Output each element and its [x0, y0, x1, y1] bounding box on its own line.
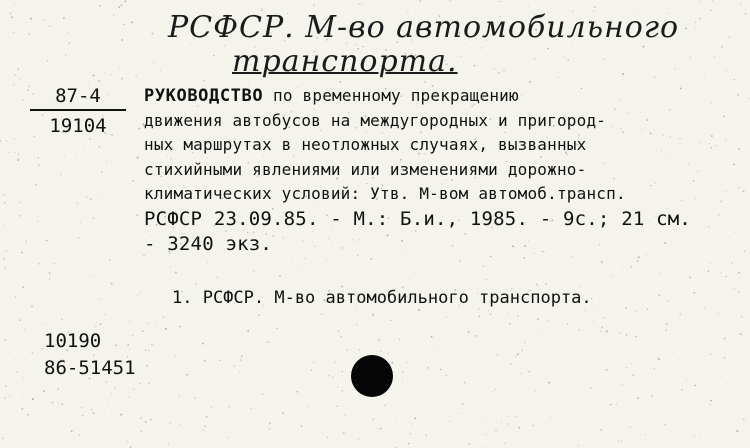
call-number [30, 84, 126, 138]
entry-line-1 [144, 84, 734, 109]
identifier-2: 86-51451 [44, 357, 136, 379]
call-number-bottom: 19104 [49, 115, 107, 137]
entry-line-3: ных маршрутах в неотложных случаях, вызванных [144, 135, 587, 155]
entry-line-5: климатических условий: Утв. М-вом автомоб.трансп. [144, 184, 626, 204]
handwritten-heading-line-1: РСФСР. М-во автомобильного [168, 10, 680, 45]
punch-hole [351, 355, 393, 397]
entry-title: РУКОВОДСТВО [144, 86, 264, 106]
entry-line-2: движения автобусов на междугородных и пригород- [144, 110, 607, 130]
call-number-top: 87-4 [30, 84, 126, 111]
handwritten-heading-line-2: транспорта. [232, 44, 458, 79]
identifier-1: 10190 [44, 330, 102, 352]
entry-title-rest: по временному прекращению [273, 86, 519, 105]
subject-heading: 1. РСФСР. М-во автомобильного транспорта. [172, 288, 592, 308]
record-identifiers [44, 328, 136, 382]
bibliographic-entry [144, 84, 734, 256]
entry-line-6: РСФСР 23.09.85. - М.: Б.и., 1985. - 9с.; 21 см. [144, 207, 692, 230]
entry-line-7: - 3240 экз. [144, 232, 273, 255]
entry-line-4: стихийными явлениями или изменениями дорожно- [144, 159, 587, 179]
